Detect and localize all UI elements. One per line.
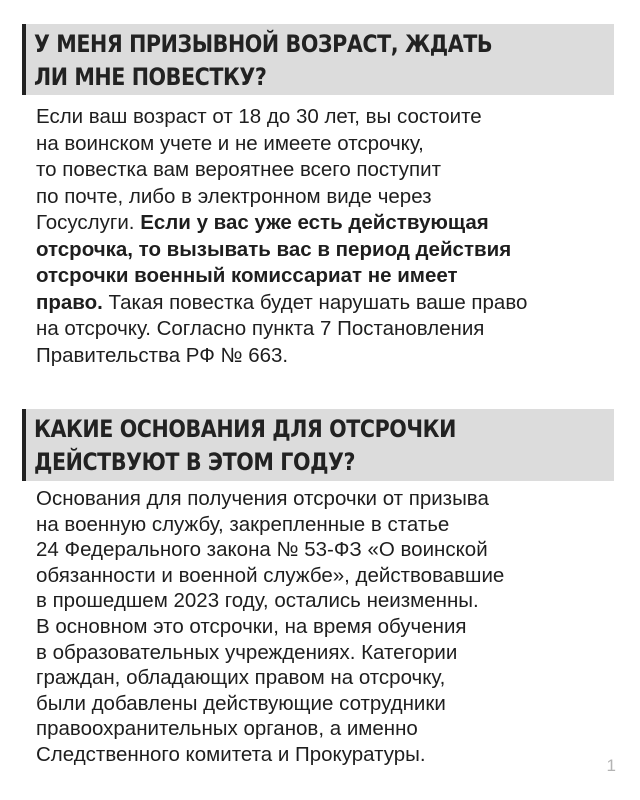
text-run: правоохранительных органов, а именно	[36, 717, 418, 741]
section-heading-1	[22, 24, 614, 95]
bold-text-run: право.	[36, 290, 103, 314]
body-line	[36, 691, 626, 717]
body-line	[36, 537, 626, 563]
text-run: в прошедшем 2023 году, остались неизменны.	[36, 589, 479, 613]
body-line	[36, 263, 626, 290]
text-run: Если ваш возраст от 18 до 30 лет, вы состоите	[36, 105, 482, 128]
heading-line: ЛИ МНЕ ПОВЕСТКУ?	[34, 63, 267, 91]
heading-line: ДЕЙСТВУЮТ В ЭТОМ ГОДУ?	[34, 448, 356, 476]
section-body-2	[36, 486, 626, 768]
section-body-1	[36, 104, 626, 369]
body-line	[36, 614, 626, 640]
text-run: Правительства РФ № 663.	[36, 343, 289, 367]
body-line	[36, 665, 626, 691]
body-line	[36, 237, 626, 264]
text-run: на воинском учете и не имеете отсрочку,	[36, 131, 424, 155]
heading-line: КАКИЕ ОСНОВАНИЯ ДЛЯ ОТСРОЧКИ	[34, 415, 456, 443]
body-line	[36, 104, 626, 131]
body-line	[36, 131, 626, 158]
body-line	[36, 588, 626, 614]
body-line	[36, 512, 626, 538]
page-number: 1	[606, 756, 616, 775]
body-line	[36, 184, 626, 211]
text-run: граждан, обладающих правом на отсрочку,	[36, 666, 446, 690]
text-run: на военную службу, закрепленные в статье	[36, 512, 450, 536]
text-run: в образовательных учреждениях. Категории	[36, 640, 458, 664]
body-line	[36, 210, 626, 237]
section-heading-2	[22, 409, 614, 481]
text-run: Основания для получения отсрочки от призыва	[36, 487, 489, 510]
body-line	[36, 316, 626, 343]
body-line	[36, 343, 626, 370]
bold-text-run: Если у вас уже есть действующая	[140, 211, 489, 234]
text-run: В основном это отсрочки, на время обучения	[36, 614, 467, 638]
bold-text-run: отсрочки военный комиссариат не имеет	[36, 264, 458, 287]
text-run: обязанности и военной службе», действовавшие	[36, 563, 505, 587]
body-line	[36, 290, 626, 317]
text-run: 24 Федерального закона № 53-ФЗ «О воинской	[36, 538, 488, 562]
text-run: на отсрочку. Согласно пункта 7 Постановления	[36, 317, 485, 340]
bold-text-run: отсрочка, то вызывать вас в период действия	[36, 237, 512, 261]
body-line	[36, 742, 626, 768]
text-run: то повестка вам вероятнее всего поступит	[36, 158, 441, 181]
body-line	[36, 157, 626, 184]
text-run: были добавлены действующие сотрудники	[36, 691, 446, 715]
text-run: по почте, либо в электронном виде через	[36, 184, 432, 208]
text-run: Следственного комитета и Прокуратуры.	[36, 742, 426, 766]
body-line	[36, 640, 626, 666]
text-run: Госуслуги.	[36, 211, 141, 234]
text-run: Такая повестка будет нарушать ваше право	[102, 290, 528, 314]
body-line	[36, 486, 626, 512]
body-line	[36, 716, 626, 742]
heading-line: У МЕНЯ ПРИЗЫВНОЙ ВОЗРАСТ, ЖДАТЬ	[34, 30, 493, 58]
body-line	[36, 563, 626, 589]
